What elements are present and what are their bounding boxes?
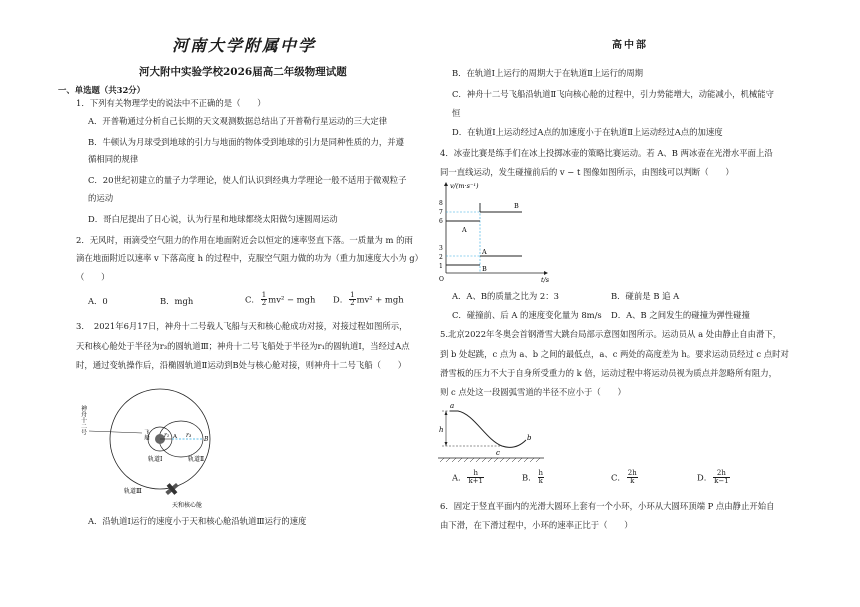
q5-option-d	[697, 470, 731, 486]
section-title: 一、单选题（共32分）	[58, 85, 146, 95]
point-b-label: B	[204, 436, 209, 443]
q5-stem-cont2: 滑雪板的压力不大于自身所受重力的 k 倍，运动过程中将运动员视为质点并忽略所有阻力，	[440, 368, 778, 378]
orbit-iii-label: 轨道Ⅲ	[124, 488, 142, 495]
q3-option-d: D．在轨道Ⅰ上运动经过A点的加速度小于在轨道Ⅱ上运动经过A点的加速度	[452, 127, 723, 137]
q2-c-fraction	[261, 292, 267, 308]
y-tick-8: 8	[439, 200, 443, 207]
origin-label: O	[439, 276, 444, 283]
q2-stem-blank: （ ）	[76, 272, 110, 282]
ship-label-2: 飞船	[143, 429, 149, 440]
q5-a-den: k+1	[468, 477, 483, 486]
x-axis-arrow-icon	[544, 271, 548, 275]
point-a-label: A	[173, 434, 177, 440]
q5-b-num: h	[538, 469, 544, 477]
q3-option-b: B．在轨道Ⅰ上运行的周期大于在轨道Ⅱ上运行的周期	[452, 68, 644, 78]
q1-option-b: B．牛顿认为月球受到地球的引力与地面的物体受到地球的引力是同种性质的力，并遵	[88, 137, 405, 147]
vt-graph	[432, 178, 552, 286]
q3-option-a: A．沿轨道Ⅰ运行的速度小于天和核心舱沿轨道Ⅲ运行的速度	[88, 516, 307, 526]
q3-stem: 3． 2021年6月17日，神舟十二号载人飞船与天和核心舱成功对接，对接过程如图所示，	[76, 321, 408, 331]
q5-c-fraction	[627, 470, 638, 486]
q4-option-d: D．A、B 之间发生的碰撞为弹性碰撞	[611, 310, 750, 320]
q5-option-c	[611, 470, 639, 486]
q3-option-c-cont: 恒	[452, 108, 461, 118]
q2-stem: 2．无风时，雨滴受空气阻力的作用在地面附近会以恒定的速率竖直下落。一质量为 m 的雨	[76, 235, 413, 245]
orbit-ii-label: 轨道Ⅱ	[188, 456, 205, 463]
q5-a-fraction	[467, 470, 484, 486]
point-c-label: c	[496, 449, 500, 457]
ship-pointer-line	[89, 431, 142, 433]
orbit-i-label: 轨道Ⅰ	[148, 456, 163, 463]
q2-d-num: 1	[350, 291, 355, 299]
q6-stem-cont: 由下滑，在下滑过程中，小环的速率正比于（ ）	[440, 520, 633, 530]
r1-label: r₁	[164, 432, 170, 439]
q5-a-prefix: A．	[452, 472, 467, 483]
q5-d-prefix: D．	[697, 472, 713, 483]
q2-d-prefix: D．	[333, 294, 349, 305]
q6-stem: 6．固定于竖直平面内的光滑大圆环上套有一个小环，小环从大圆环顶端 P 点由静止开始自	[440, 501, 775, 511]
q3-stem-cont: 天和核心舱处于半径为r₃的圆轨道Ⅲ；神舟十二号飞船处于半径为r₁的圆轨道Ⅰ，当经过A点	[76, 341, 410, 351]
y-tick-1: 1	[439, 263, 443, 270]
q4-stem-cont: 同一直线运动，发生碰撞前后的 v − t 图像如图所示，由图线可以判断（ ）	[440, 167, 734, 177]
q1-option-c-cont: 的运动	[88, 193, 114, 203]
orbit-diagram	[80, 385, 230, 510]
ground-hatch	[440, 458, 540, 462]
q5-a-num: h	[467, 470, 484, 478]
q5-stem: 5.北京2022年冬奥会首钢滑雪大跳台局部示意图如图所示。运动员从 a 处由静止自由滑下，	[440, 329, 782, 339]
q2-option-d	[333, 292, 404, 308]
q5-d-den: k−1	[714, 477, 729, 486]
q5-d-num: 2h	[713, 470, 730, 478]
y-tick-2: 2	[439, 254, 443, 261]
q2-c-prefix: C．	[245, 294, 260, 305]
q2-option-b: B．mgh	[160, 296, 194, 306]
r3-label: r₃	[186, 432, 192, 439]
q2-d-den: 2	[350, 299, 355, 308]
q5-option-b	[522, 470, 545, 486]
y-tick-7: 7	[439, 209, 443, 216]
q5-option-a	[452, 470, 485, 486]
station-label: 天和核心舱	[172, 502, 203, 509]
q1-option-b-cont: 循相同的规律	[88, 154, 139, 164]
h-arrow-down-icon	[445, 442, 448, 446]
exam-title: 河大附中实验学校2026届高二年级物理试题	[139, 66, 347, 78]
q3-option-c: C．神舟十二号飞船沿轨道Ⅱ飞向核心舱的过程中，引力势能增大，动能减小，机械能守	[452, 89, 774, 99]
label-a-after: A	[482, 248, 487, 256]
q5-c-prefix: C．	[611, 472, 626, 483]
q4-stem: 4．冰壶比赛是练手们在冰上投掷冰壶的策略比赛运动。若 A、B 两冰壶在光滑水平面上沿	[440, 148, 773, 158]
q1-option-c: C．20世纪初建立的量子力学理论，使人们认识到经典力学理论一般不适用于微观粒子	[88, 175, 407, 185]
q4-option-c: C．碰撞前、后 A 的速度变化量为 8m/s	[452, 310, 602, 320]
q5-c-den: k	[630, 477, 635, 486]
y-axis-label: v/(m·s⁻¹)	[450, 182, 479, 190]
ski-slope-diagram	[436, 400, 548, 468]
h-arrow-up-icon	[445, 411, 448, 415]
q2-option-c	[245, 292, 315, 308]
label-a-before: A	[462, 226, 467, 234]
school-name: 河南大学附属中学	[172, 36, 317, 55]
q2-option-a: A．0	[88, 296, 108, 306]
q5-stem-cont: 到 b 处起跳，c 点为 a、b 之间的最低点，a、c 两处的高度差为 h。要求运动员经过 c 点时对	[440, 349, 789, 359]
q2-c-den: 2	[261, 299, 267, 308]
q5-b-den: k	[538, 477, 543, 486]
q1-option-d: D．哥白尼提出了日心说，认为行星和地球都绕太阳做匀速圆周运动	[88, 214, 338, 224]
ship-label: 神舟十二号	[80, 405, 87, 435]
q4-option-b: B．碰前是 B 追 A	[611, 291, 680, 301]
slope-curve	[450, 411, 526, 447]
q2-c-num: 1	[261, 291, 267, 299]
label-b-before: B	[482, 265, 487, 273]
q4-option-a: A．A、B的质量之比为 2：3	[452, 291, 559, 301]
q5-stem-cont3: 则 c 点处这一段圆弧雪道的半径不应小于（ ）	[440, 387, 626, 397]
point-b-label: b	[527, 434, 532, 442]
y-axis-arrow-icon	[444, 182, 448, 186]
q3-stem-cont2: 时，通过变轨操作后，沿椭圆轨道Ⅱ运动到B处与核心舱对接，则神舟十二号飞船（ ）	[76, 360, 407, 370]
q2-stem-cont: 滴在地面附近以速率 v 下落高度 h 的过程中，克服空气阻力做的功为（重力加速度大小为 g）	[76, 253, 424, 263]
q5-b-fraction	[538, 470, 545, 486]
q1-option-a: A．开普勒通过分析自己长期的天文观测数据总结出了开普勒行星运动的三大定律	[88, 116, 388, 126]
h-label: h	[439, 426, 444, 434]
y-tick-6: 6	[439, 218, 443, 225]
department-label: 高中部	[612, 40, 648, 51]
q1-stem: 1．下列有关物理学史的说法中不正确的是（ ）	[76, 98, 266, 108]
q2-d-fraction	[349, 292, 355, 308]
q2-d-tail: mv² + mgh	[356, 294, 404, 305]
q5-c-num: 2h	[627, 469, 637, 477]
label-b-after: B	[514, 202, 519, 210]
x-axis-label: t/s	[541, 276, 550, 284]
q5-d-fraction	[713, 470, 730, 486]
y-tick-3: 3	[439, 245, 443, 252]
q5-b-prefix: B．	[522, 472, 537, 483]
q2-c-tail: mv² − mgh	[268, 294, 316, 305]
point-a-label: a	[450, 402, 455, 410]
